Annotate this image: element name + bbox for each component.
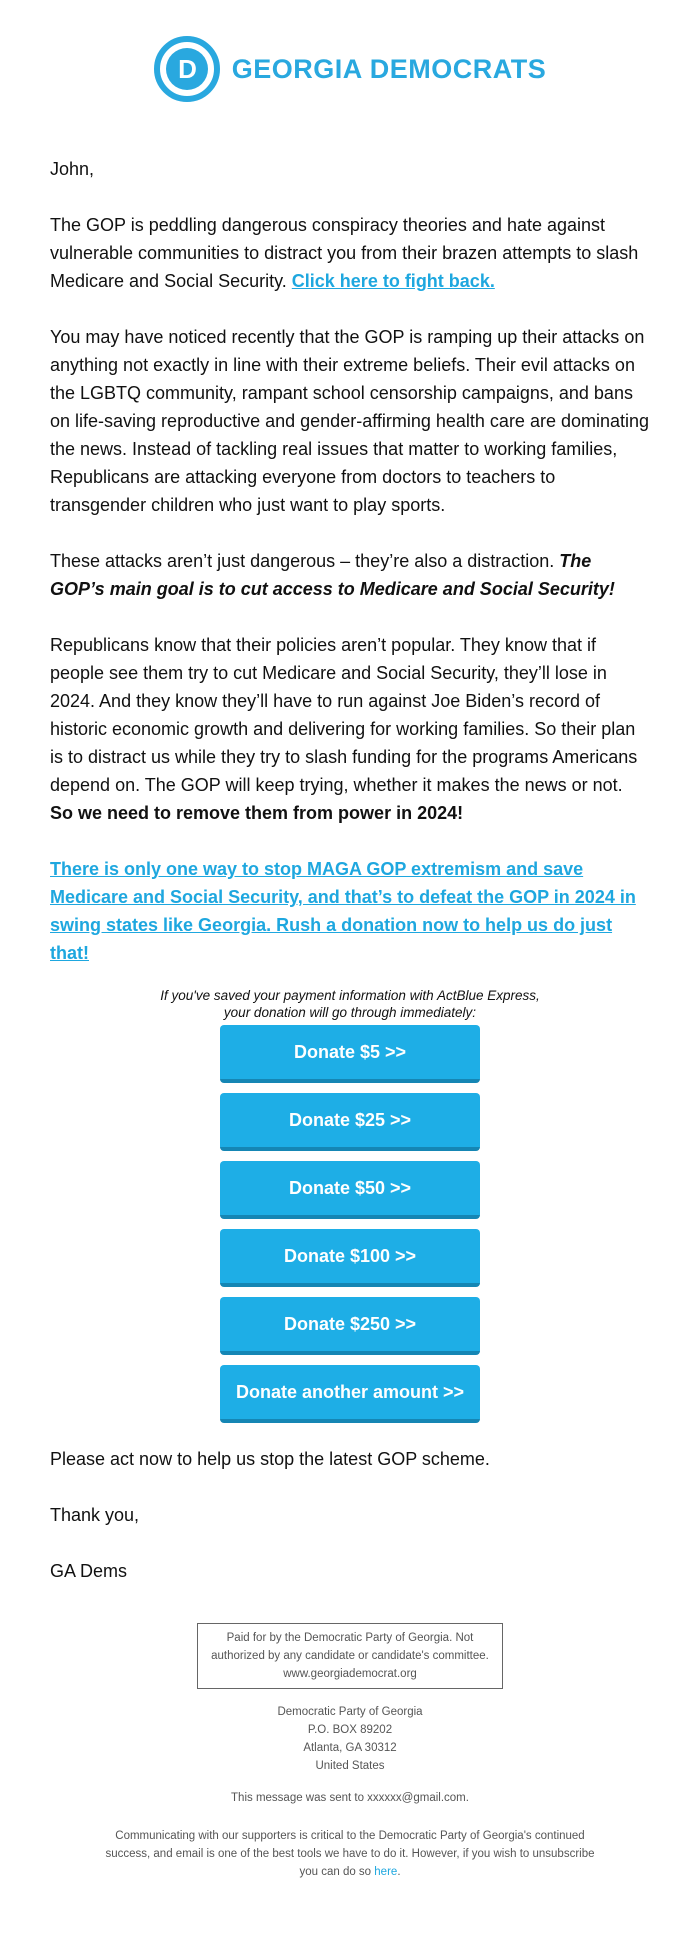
logo-text: GEORGIA DEMOCRATS	[231, 53, 547, 84]
unsubscribe-end: .	[397, 1866, 401, 1878]
fight-back-link[interactable]: Click here to fight back.	[291, 271, 495, 291]
address-org: Democratic Party of Georgia	[277, 1706, 423, 1718]
georgia-democrats-logo	[154, 36, 547, 102]
donate-other-amount-button[interactable]: Donate another amount >>	[220, 1365, 480, 1423]
paragraph-3-text: These attacks aren’t just dangerous – they’re also a distraction.	[50, 551, 560, 571]
logo-letter: D	[177, 54, 197, 84]
donate-button-list	[50, 1025, 650, 1423]
donate-250-button[interactable]: Donate $250 >>	[220, 1297, 480, 1355]
donate-100-button[interactable]: Donate $100 >>	[220, 1229, 480, 1287]
paragraph-1-text: The GOP is peddling dangerous conspiracy theories and hate against vulnerable communities to distract you from their brazen attempts to slash Medicare and Social Security.	[50, 215, 639, 291]
donate-5-button[interactable]: Donate $5 >>	[220, 1025, 480, 1083]
unsubscribe-text: Communicating with our supporters is critical to the Democratic Party of Georgia's continued success, and email is one of the best tools we have to do it. However, if you wish to unsubscribe you can do so	[105, 1830, 595, 1878]
sent-to-notice: This message was sent to xxxxxx@gmail.com.	[231, 1792, 469, 1804]
address-city: Atlanta, GA 30312	[303, 1742, 397, 1754]
address-po-box: P.O. BOX 89202	[307, 1724, 393, 1736]
paragraph-4-text: Republicans know that their policies aren’t popular. They know that if people see them try to cut Medicare and Social Security, they’ll lose in 2024. And they know they’ll have to run against Joe Biden’s record of historic economic growth and delivering for working families. So their plan is to distract us while they try to slash funding for the programs Americans depend on. The GOP will keep trying, whether it makes the news or not.	[50, 635, 638, 795]
disclaimer-line-2: authorized by any candidate or candidate's committee.	[211, 1650, 489, 1662]
donate-cta-link[interactable]: There is only one way to stop MAGA GOP extremism and save Medicare and Social Security, and that’s to defeat the GOP in 2024 in swing states like Georgia. Rush a donation now to help us do just that!	[50, 859, 636, 963]
democrats-d-logo-icon	[154, 36, 220, 102]
donate-50-button[interactable]: Donate $50 >>	[220, 1161, 480, 1219]
disclaimer-line-1: Paid for by the Democratic Party of Georgia. Not	[226, 1632, 474, 1644]
paragraph-3-emphasis: The GOP’s main goal is to cut access to Medicare and Social Security!	[50, 551, 615, 599]
email-header	[0, 0, 700, 138]
actblue-note-line-2: your donation will go through immediately:	[223, 1005, 477, 1020]
email-footer	[0, 1623, 700, 1881]
paragraph-3	[50, 547, 650, 603]
actblue-note-line-1: If you've saved your payment information with ActBlue Express,	[160, 988, 540, 1003]
paragraph-1	[50, 211, 650, 295]
thank-you-text: Thank you,	[50, 1505, 140, 1525]
address-country: United States	[315, 1760, 385, 1772]
paragraph-4-bold: So we need to remove them from power in 2024!	[50, 803, 464, 823]
actblue-note	[50, 987, 650, 1021]
donate-25-button[interactable]: Donate $25 >>	[220, 1093, 480, 1151]
paid-for-disclaimer	[197, 1623, 503, 1689]
email-body	[0, 155, 700, 1585]
act-now-text: Please act now to help us stop the latest GOP scheme.	[50, 1449, 490, 1469]
unsubscribe-link[interactable]: here	[374, 1866, 398, 1878]
mailing-address	[0, 1703, 700, 1775]
unsubscribe-notice	[100, 1827, 600, 1881]
disclaimer-website: www.georgiademocrat.org	[283, 1668, 417, 1680]
greeting: John,	[50, 159, 95, 179]
signature: GA Dems	[50, 1561, 128, 1581]
paragraph-4	[50, 631, 650, 827]
paragraph-2: You may have noticed recently that the GOP is ramping up their attacks on anything not exactly in line with their extreme beliefs. Their evil attacks on the LGBTQ community, rampant school censorship campaigns, and bans on life-saving reproductive and gender-affirming health care are dominating the news. Instead of tackling real issues that matter to working families, Republicans are attacking everyone from doctors to teachers to transgender children who just want to play sports.	[50, 327, 650, 515]
